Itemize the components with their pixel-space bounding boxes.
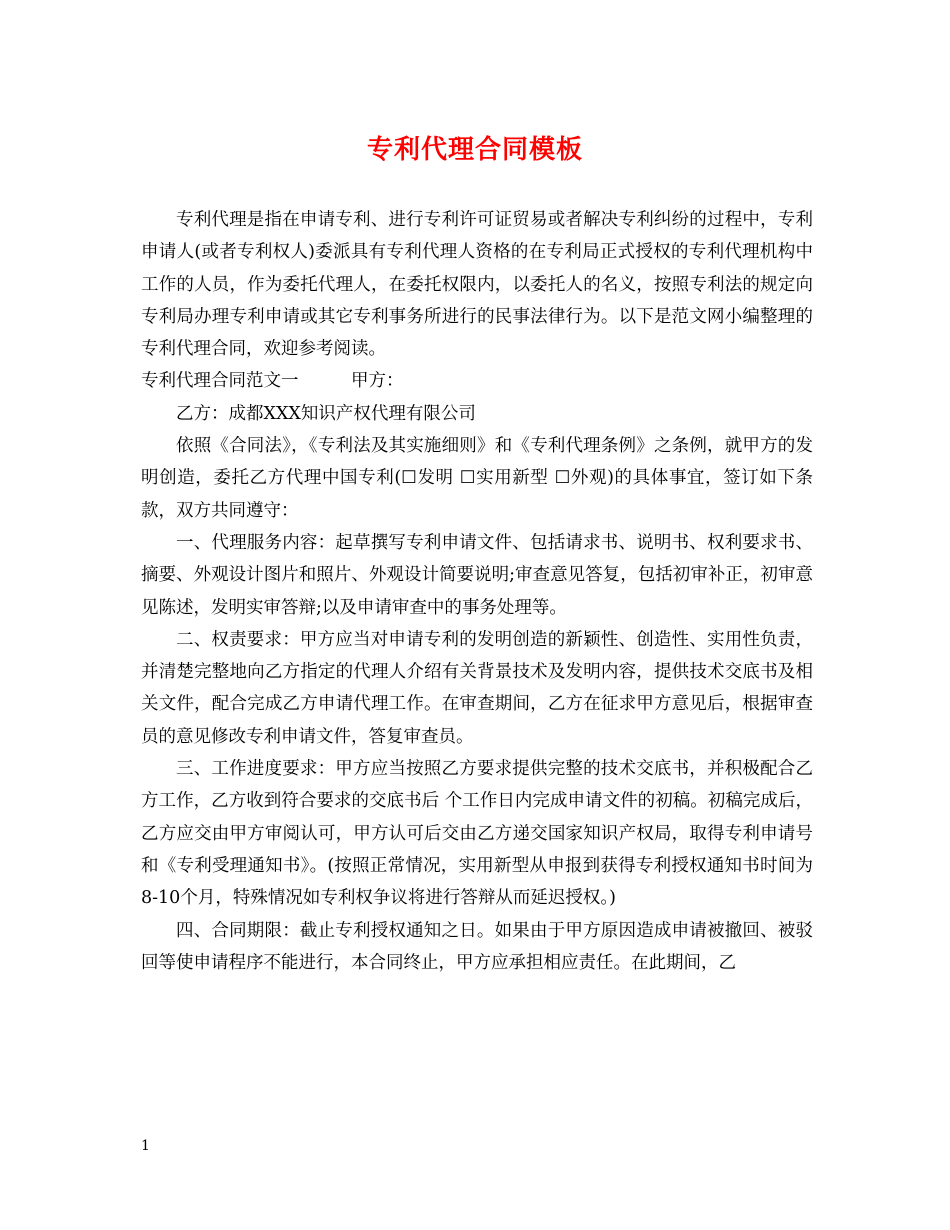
- sample-heading-line: [141, 365, 813, 397]
- page-number: 1: [141, 1138, 150, 1154]
- clause-2-paragraph: 二、权责要求：甲方应当对申请专利的发明创造的新颖性、创造性、实用性负责，并清楚完整地向乙方指定的代理人介绍有关背景技术及发明内容，提供技术交底书及相关文件，配合完成乙方申请代理工作。在审查期间，乙方在征求甲方意见后，根据审查员的意见修改专利申请文件，答复审查员。: [141, 629, 813, 747]
- preamble-paragraph: 依照《合同法》，《专利法及其实施细则》和《专利代理条例》之条例，就甲方的发明创造，委托乙方代理中国专利(☐发明 ☐实用新型 ☐外观)的具体事宜，签订如下条款，双方共同遵守：: [141, 436, 813, 521]
- clause-1-paragraph: 一、代理服务内容：起草撰写专利申请文件、包括请求书、说明书、权利要求书、摘要、外观设计图片和照片、外观设计简要说明;审查意见答复，包括初审补正，初审意见陈述，发明实审答辩;以及申请审查中的事务处理等。: [141, 532, 813, 618]
- party-b-paragraph: 乙方：成都XXX知识产权代理有限公司: [176, 403, 476, 424]
- party-a-label: 甲方：: [351, 371, 404, 392]
- page-title: 专利代理合同模板: [366, 135, 583, 165]
- clause-3-paragraph: 三、工作进度要求：甲方应当按照乙方要求提供完整的技术交底书，并积极配合乙方工作，乙方收到符合要求的交底书后 个工作日内完成申请文件的初稿。初稿完成后，乙方应交由甲方审阅认可，甲方认可后交由乙方递交国家知识产权局，取得专利申请号和《专利受理通知书》。(按照正常情况，实用新型从申报到获得专利授权通知书时间为8-10个月，特殊情况如专利权争议将进行答辩从而延迟授权。): [141, 759, 813, 909]
- intro-paragraph: 专利代理是指在申请专利、进行专利许可证贸易或者解决专利纠纷的过程中，专利申请人(或者专利权人)委派具有专利代理人资格的在专利局正式授权的专利代理机构中工作的人员，作为委托代理人，在委托权限内，以委托人的名义，按照专利法的规定向专利局办理专利申请或其它专利事务所进行的民事法律行为。以下是范文网小编整理的专利代理合同，欢迎参考阅读。: [141, 210, 813, 360]
- document-body: [141, 204, 813, 979]
- clause-4-paragraph: 四、合同期限：截止专利授权通知之日。如果由于甲方原因造成申请被撤回、被驳回等使申请程序不能进行，本合同终止，甲方应承担相应责任。在此期间，乙: [141, 920, 813, 973]
- sample-label: 专利代理合同范文一: [141, 371, 299, 392]
